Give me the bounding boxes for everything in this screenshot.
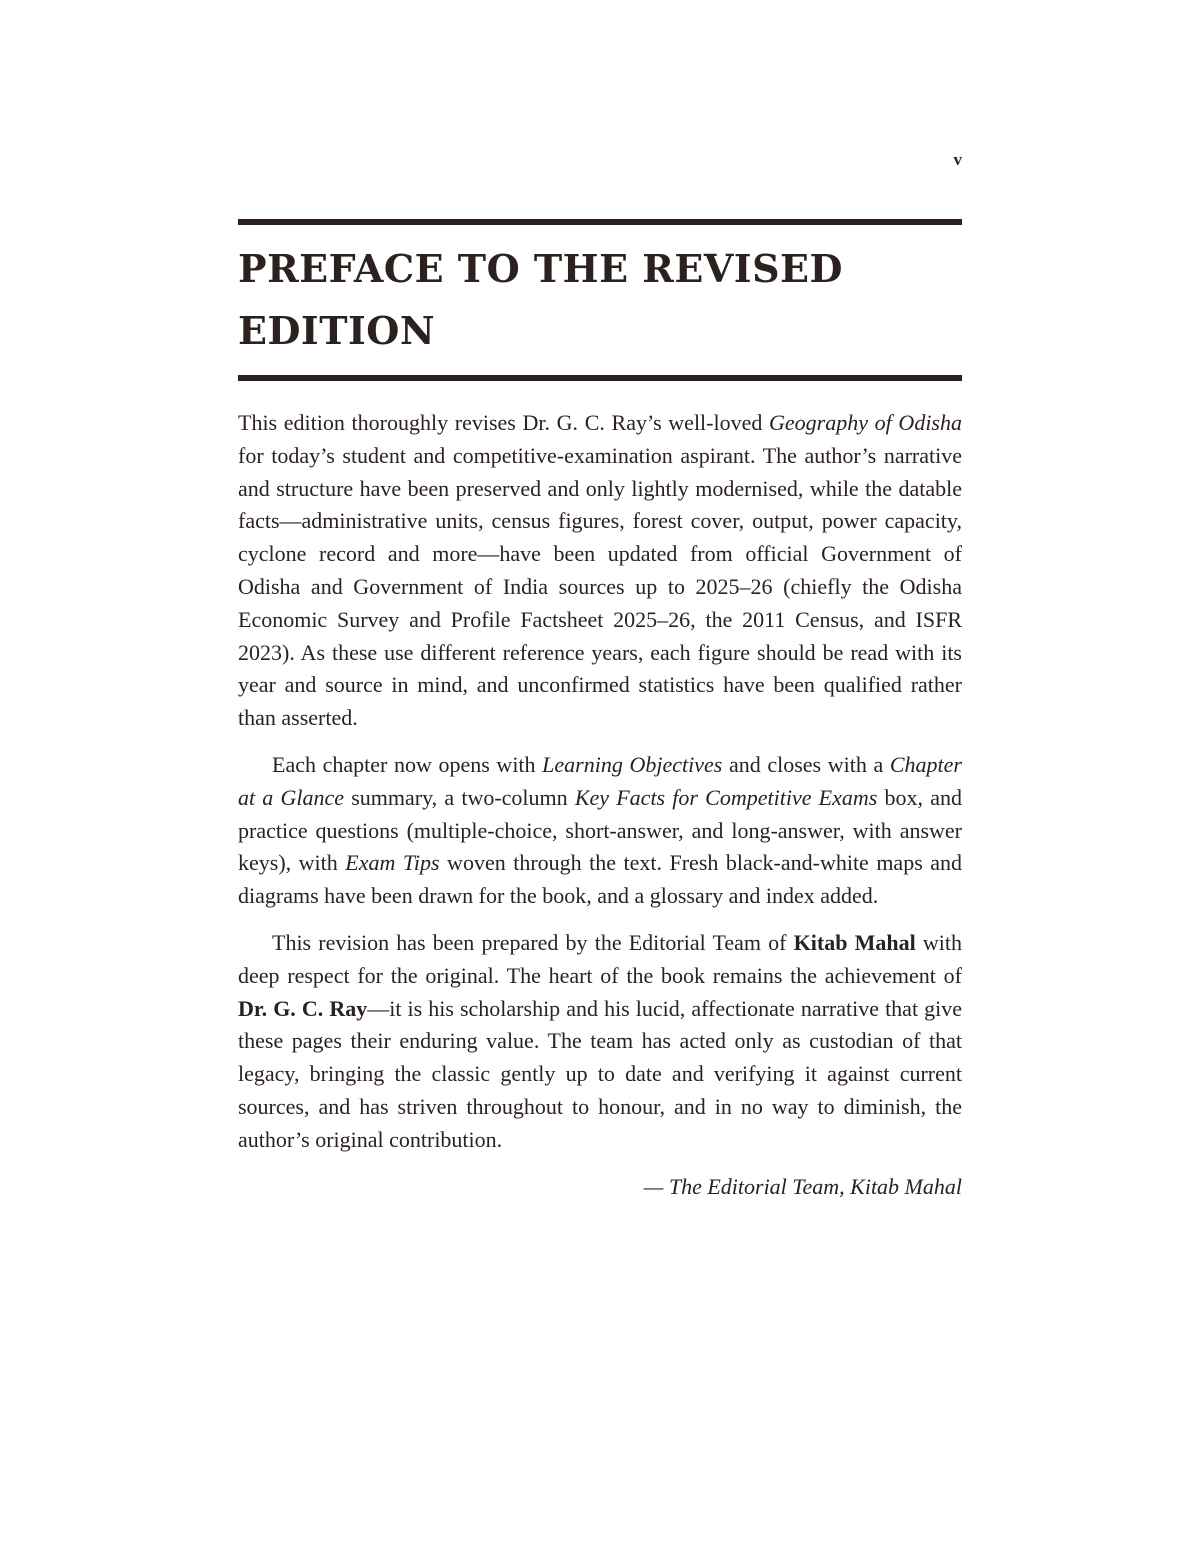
- key-facts-emphasis: Key Facts for Competitive Exams: [574, 784, 878, 810]
- publisher-name-strong: Kitab Mahal: [793, 929, 916, 955]
- paragraph-1-text-c: for today’s student and competitive-examination aspirant. The author’s narrative and structure have been preserved and only lightly modernised, while the datable facts—administrative units, census figures, forest cover, output, power capacity, cyclone record and more—have been updated from official Government of Odisha and Government of India sources up to 2025–26 (chiefly the Odisha Economic Survey and Profile Factsheet 2025–26, the 2011 Census, and ISFR 2023). As these use different reference years, each figure should be read with its year and source in mind, and unconfirmed statistics have been qualified rather than asserted.: [238, 442, 962, 731]
- page-title: PREFACE TO THE REVISED EDITION: [238, 246, 843, 353]
- page-number: v: [953, 150, 962, 169]
- paragraph-3-text-e: —it is his scholarship and his lucid, affectionate narrative that give these pages their enduring value. The team has acted only as custodian of that legacy, bringing the classic gently up to date and verifying it against current sources, and has striven throughout to honour, and in no way to diminish, the author’s original contribution.: [238, 995, 962, 1152]
- learning-objectives-emphasis: Learning Objectives: [542, 751, 723, 777]
- paragraph-3-text-a: This revision has been prepared by the Editorial Team of: [272, 929, 794, 955]
- paragraph-1-text-a: This edition thoroughly revises Dr. G. C. Ray’s well-loved: [238, 410, 770, 435]
- chapter-at-a-glance-emphasis: Chapter at a Glance: [238, 751, 962, 810]
- paragraph-3: [238, 927, 962, 1157]
- paragraph-2-text-e: summary, a two-column: [344, 784, 575, 810]
- signature: — The Editorial Team, Kitab Mahal: [643, 1173, 962, 1199]
- book-title-emphasis: Geography of Odisha: [769, 410, 962, 435]
- paragraph-3-text-c: with deep respect for the original. The heart of the book remains the achievement of: [238, 929, 962, 988]
- preface-body: [238, 407, 962, 1203]
- paragraph-2-text-g: box, and practice questions (multiple-choice, short-answer, and long-answer, with answer keys), with: [238, 784, 962, 876]
- title-top-rule: [238, 219, 962, 225]
- paragraph-2-text-i: woven through the text. Fresh black-and-white maps and diagrams have been drawn for the book, and a glossary and index added.: [238, 850, 963, 909]
- title-bottom-rule: [238, 375, 962, 381]
- paragraph-2: [238, 749, 962, 913]
- exam-tips-emphasis: Exam Tips: [345, 850, 440, 876]
- paragraph-2-text-a: Each chapter now opens with: [272, 751, 543, 777]
- author-name-strong: Dr. G. C. Ray: [238, 995, 368, 1021]
- paragraph-1: [238, 407, 962, 735]
- paragraph-2-text-c: and closes with a: [722, 751, 890, 777]
